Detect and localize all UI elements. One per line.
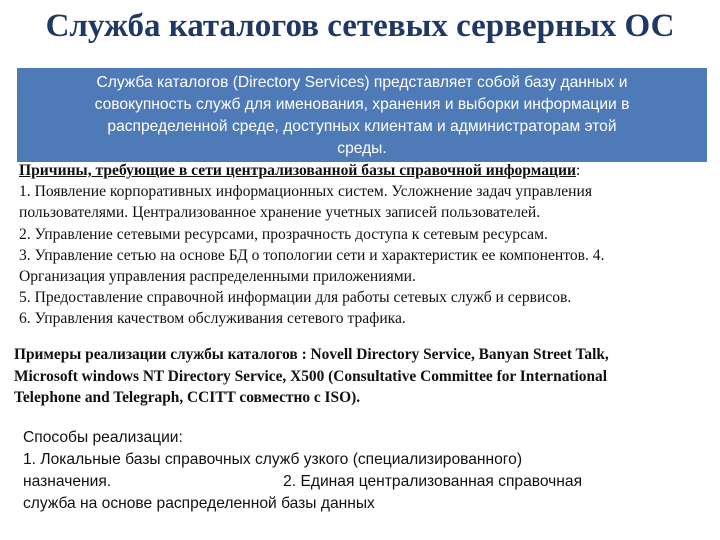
reasons-heading: Причины, требующие в сети централизованной базы справочной информации bbox=[19, 162, 577, 179]
methods-line: служба на основе распределенной базы данных bbox=[23, 495, 375, 512]
reasons-line: Организация управления распределенными приложениями. bbox=[19, 268, 416, 286]
methods-line: 1. Локальные базы справочных служб узкого (специализированного) bbox=[23, 451, 523, 468]
reasons-line: 2. Управление сетевыми ресурсами, прозрачность доступа к сетевым ресурсам. bbox=[19, 225, 548, 243]
slide-title: Служба каталогов сетевых серверных ОС bbox=[45, 8, 675, 44]
reasons-line: 5. Предоставление справочной информации для работы сетевых служб и сервисов. bbox=[19, 289, 572, 307]
reasons-line: 1. Появление корпоративных информационных систем. Усложнение задач управления bbox=[19, 183, 593, 201]
reasons-line: пользователями. Централизованное хранение учетных записей пользователей. bbox=[19, 204, 541, 222]
reasons-line: 6. Управления качеством обслуживания сетевого трафика. bbox=[19, 310, 406, 328]
methods-line bbox=[23, 471, 703, 493]
definition-line: Служба каталогов (Directory Services) представляет собой базу данных и bbox=[96, 74, 628, 91]
reasons-heading-line bbox=[19, 160, 709, 181]
definition-line: распределенной среде, доступных клиентам и администраторам этой bbox=[107, 118, 617, 135]
definition-line: совокупность служб для именования, хранения и выборки информации в bbox=[94, 96, 630, 113]
definition-box bbox=[17, 68, 707, 162]
examples-block bbox=[14, 344, 714, 409]
methods-block bbox=[23, 427, 703, 515]
reasons-line: 3. Управление сетью на основе БД о топологии сети и характеристик ее компонентов. 4. bbox=[19, 246, 605, 264]
methods-line-part: 2. Единая централизованная справочная bbox=[283, 473, 583, 490]
examples-line: Примеры реализации службы каталогов : Novell Directory Service, Banyan Street Talk, bbox=[14, 346, 609, 363]
definition-line: среды. bbox=[337, 140, 387, 157]
reasons-block bbox=[19, 160, 709, 330]
reasons-heading-colon: : bbox=[576, 162, 581, 179]
examples-line: Telephone and Telegraph, CCITT совместно с ISO). bbox=[14, 389, 361, 406]
examples-line: Microsoft windows NT Directory Service, X500 (Consultative Committee for International bbox=[14, 367, 608, 385]
methods-line-part: назначения. bbox=[23, 473, 112, 490]
methods-heading: Способы реализации: bbox=[23, 429, 183, 446]
